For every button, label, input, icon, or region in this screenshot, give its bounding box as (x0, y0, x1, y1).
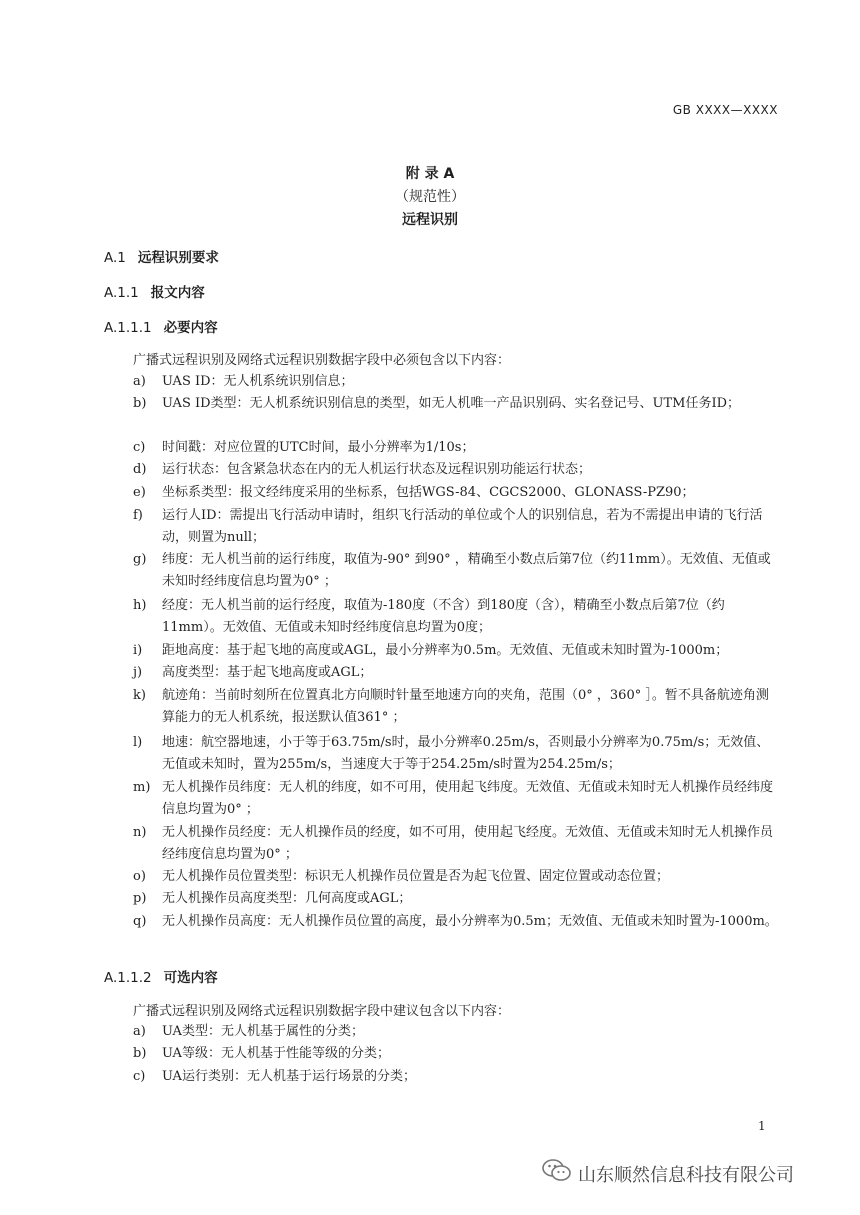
list-item (133, 822, 781, 866)
annex-name: 远程识别 (402, 212, 458, 228)
item-text: 航迹角：当前时刻所在位置真北方向顺时针量至地速方向的夹角，范围（0° ，360° ］。暂不具备航迹角测算能力的无人机系统，报送默认值361° ； (162, 688, 769, 725)
list-item (133, 1021, 781, 1043)
section-heading-a1 (104, 246, 219, 266)
standard-number: GB XXXX—XXXX (672, 103, 778, 117)
section-title: 必要内容 (163, 320, 218, 336)
item-text: UAS ID类型：无人机系统识别信息的类型，如无人机唯一产品识别码、实名登记号、UTM任务ID； (162, 396, 741, 411)
list-item (133, 437, 781, 459)
item-label: q) (133, 914, 147, 929)
item-text: UA等级：无人机基于性能等级的分类； (162, 1046, 390, 1061)
item-text: UA运行类别：无人机基于运行场景的分类； (162, 1069, 416, 1084)
item-label: h) (133, 598, 147, 613)
item-text: UAS ID：无人机系统识别信息； (162, 374, 354, 389)
item-label: l) (133, 735, 143, 750)
item-text: UA类型：无人机基于属性的分类； (162, 1024, 364, 1039)
item-text: 纬度：无人机当前的运行纬度，取值为-90° 到90° ，精确至小数点后第7位（约11mm）。无效值、无值或未知时经纬度信息均置为0° ； (162, 552, 771, 589)
list-item (133, 685, 781, 729)
section-heading-a112 (104, 966, 218, 986)
item-label: k) (133, 688, 146, 703)
annex-type: （规范性） (395, 189, 465, 205)
list-item (133, 866, 781, 888)
item-text: 时间戳：对应位置的UTC时间，最小分辨率为1/10s； (162, 440, 475, 455)
item-label: g) (133, 552, 147, 567)
item-text: 高度类型：基于起飞地高度或AGL； (162, 665, 373, 680)
item-label: p) (133, 891, 147, 906)
list-item (133, 888, 781, 910)
item-text: 无人机操作员高度类型：几何高度或AGL； (162, 891, 412, 906)
item-text: 运行人ID：需提出飞行活动申请时，组织飞行活动的单位或个人的识别信息，若为不需提出申请的飞行活动，则置为null； (162, 508, 763, 545)
item-label: i) (133, 643, 143, 658)
list-item (133, 1066, 781, 1088)
list-item (133, 640, 781, 662)
section-number: A.1 (104, 250, 126, 266)
item-text: 无人机操作员纬度：无人机的纬度，如不可用，使用起飞纬度。无效值、无值或未知时无人机操作员经纬度信息均置为0° ； (162, 780, 774, 817)
item-label: c) (133, 1069, 146, 1084)
list-item (133, 549, 781, 593)
item-label: c) (133, 440, 146, 455)
item-label: b) (133, 1046, 147, 1061)
wechat-icon (542, 1158, 578, 1189)
required-intro: 广播式远程识别及网络式远程识别数据字段中必须包含以下内容： (133, 353, 511, 368)
item-label: f) (133, 508, 143, 523)
item-text: 距地高度：基于起飞地的高度或AGL，最小分辨率为0.5m。无效值、无值或未知时置为-1000m； (162, 643, 729, 658)
item-text: 坐标系类型：报文经纬度采用的坐标系，包括WGS-84、CGCS2000、GLONASS-PZ90； (162, 485, 695, 500)
section-heading-a111 (104, 316, 218, 336)
item-text: 无人机操作员高度：无人机操作员位置的高度，最小分辨率为0.5m；无效值、无值或未知时置为-1000m。 (162, 914, 778, 929)
item-text: 地速：航空器地速，小于等于63.75m/s时，最小分辨率0.25m/s，否则最小分辨率为0.75m/s；无效值、无值或未知时，置为255m/s，当速度大于等于254.25m/s时置为254.25m/s； (162, 735, 770, 772)
section-title: 报文内容 (150, 285, 205, 301)
item-label: o) (133, 869, 146, 884)
annex-title: 附 录 A (405, 166, 455, 182)
item-label: a) (133, 1024, 146, 1039)
item-label: m) (133, 780, 151, 795)
item-text: 无人机操作员位置类型：标识无人机操作员位置是否为起飞位置、固定位置或动态位置； (162, 869, 670, 884)
item-label: j) (133, 665, 143, 680)
section-number: A.1.1.2 (104, 970, 152, 986)
list-item (133, 505, 781, 549)
list-item (133, 482, 781, 504)
section-number: A.1.1 (104, 285, 139, 301)
list-item (133, 459, 781, 481)
list-item (133, 1043, 781, 1065)
section-heading-a11 (104, 281, 205, 301)
item-label: n) (133, 825, 147, 840)
item-label: b) (133, 396, 147, 411)
section-title: 可选内容 (163, 970, 218, 986)
item-text: 经度：无人机当前的运行经度，取值为-180度（不含）到180度（含），精确至小数点后第7位（约11mm）。无效值、无值或未知时经纬度信息均置为0度； (162, 598, 725, 635)
section-number: A.1.1.1 (104, 320, 152, 336)
list-item (133, 393, 781, 415)
item-text: 无人机操作员经度：无人机操作员的经度，如不可用，使用起飞经度。无效值、无值或未知时无人机操作员经纬度信息均置为0° ； (162, 825, 774, 862)
item-label: a) (133, 374, 146, 389)
item-label: d) (133, 462, 147, 477)
item-text: 运行状态：包含紧急状态在内的无人机运行状态及远程识别功能运行状态； (162, 462, 592, 477)
optional-intro: 广播式远程识别及网络式远程识别数据字段中建议包含以下内容： (133, 1004, 511, 1019)
watermark-text: 山东顺然信息科技有限公司 (578, 1164, 794, 1186)
list-item (133, 662, 781, 684)
page-number: 1 (758, 1119, 766, 1133)
item-label: e) (133, 485, 146, 500)
list-item (133, 732, 781, 776)
section-title: 远程识别要求 (137, 250, 219, 266)
list-item (133, 911, 781, 933)
list-item (133, 777, 781, 821)
list-item (133, 371, 781, 393)
watermark (542, 1158, 794, 1189)
list-item (133, 595, 781, 639)
